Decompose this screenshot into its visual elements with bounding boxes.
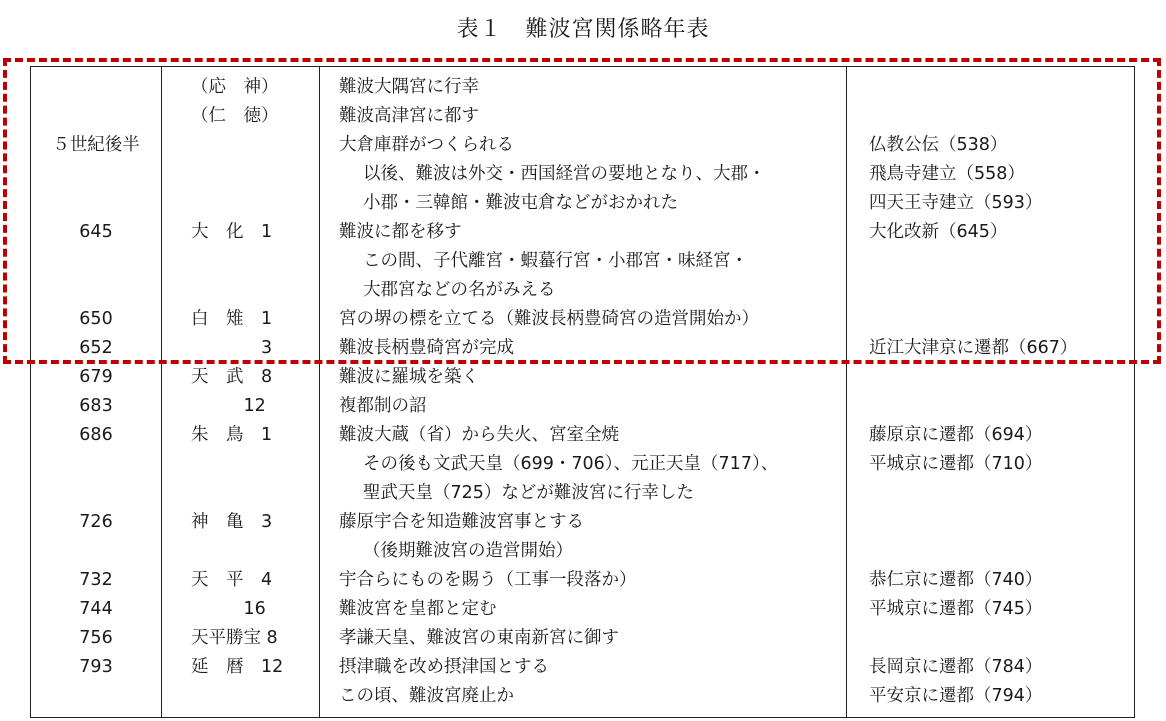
note-cell: 四天王寺建立（593） [869, 193, 1043, 213]
table-row [31, 392, 1134, 421]
table-row [31, 595, 1134, 624]
event-cell: 難波大蔵（省）から失火、宮室全焼 [339, 425, 619, 445]
era-cell: 天平勝宝 8 [191, 628, 278, 648]
event-cell: （後期難波宮の造営開始） [363, 541, 573, 561]
event-cell: 難波大隅宮に行幸 [339, 77, 479, 97]
highlight-box [3, 58, 1161, 364]
table-row [31, 363, 1134, 392]
event-cell: この頃、難波宮廃止か [339, 686, 514, 706]
note-cell: 飛鳥寺建立（558） [869, 164, 1025, 184]
event-cell: 聖武天皇（725）などが難波宮に行幸した [363, 483, 694, 503]
table-row [31, 624, 1134, 653]
year-cell: 652 [79, 338, 113, 358]
era-cell: 白 雉 1 [191, 309, 273, 329]
table-row [31, 566, 1134, 595]
event-cell: 複都制の詔 [339, 396, 427, 416]
event-cell: 孝謙天皇、難波宮の東南新宮に御す [339, 628, 619, 648]
event-cell: 難波高津宮に都す [339, 106, 479, 126]
event-cell: 藤原宇合を知造難波宮事とする [339, 512, 584, 532]
note-cell: 長岡京に遷都（784） [869, 657, 1043, 677]
year-cell: 732 [79, 570, 113, 590]
note-cell: 平城京に遷都（745） [869, 599, 1043, 619]
event-cell: 難波に羅城を築く [339, 367, 479, 387]
note-cell: 平安京に遷都（794） [869, 686, 1043, 706]
era-cell: 神 亀 3 [191, 512, 273, 532]
event-cell: 摂津職を改め摂津国とする [339, 657, 549, 677]
note-cell: 大化改新（645） [869, 222, 1008, 242]
table-row [31, 537, 1134, 566]
note-cell: 恭仁京に遷都（740） [869, 570, 1043, 590]
year-cell: 726 [79, 512, 113, 532]
event-cell: 宮の堺の標を立てる（難波長柄豊碕宮の造営開始か） [339, 309, 759, 329]
note-cell: 平城京に遷都（710） [869, 454, 1043, 474]
year-cell: 686 [79, 425, 113, 445]
table-row [31, 479, 1134, 508]
era-cell: （仁 徳） [191, 106, 279, 126]
event-cell: その後も文武天皇（699・706）、元正天皇（717）、 [363, 454, 779, 474]
event-cell: 大郡宮などの名がみえる [363, 280, 556, 300]
event-cell: 以後、難波は外交・西国経営の要地となり、大郡・ [363, 164, 766, 184]
year-cell: ５世紀後半 [52, 135, 140, 155]
table-row [31, 421, 1134, 450]
era-cell: 朱 鳥 1 [191, 425, 273, 445]
year-cell: 679 [79, 367, 113, 387]
table-row [31, 682, 1134, 711]
era-cell: 天 武 8 [191, 367, 273, 387]
event-cell: 難波宮を皇都と定む [339, 599, 497, 619]
era-cell: 3 [191, 338, 273, 358]
era-cell: 延 暦 12 [191, 657, 284, 677]
year-cell: 793 [79, 657, 113, 677]
year-cell: 645 [79, 222, 113, 242]
era-cell: （応 神） [191, 77, 279, 97]
event-cell: 小郡・三韓館・難波屯倉などがおかれた [363, 193, 678, 213]
table-title: 表１ 難波宮関係略年表 [456, 17, 710, 42]
table-row [31, 508, 1134, 537]
year-cell: 650 [79, 309, 113, 329]
event-cell: 宇合らにものを賜う（工事一段落か） [339, 570, 637, 590]
era-cell: 大 化 1 [191, 222, 273, 242]
event-cell: この間、子代離宮・蝦蟇行宮・小郡宮・味経宮・ [363, 251, 748, 271]
note-cell: 仏教公伝（538） [869, 135, 1008, 155]
year-cell: 683 [79, 396, 113, 416]
era-cell: 16 [191, 599, 266, 619]
note-cell: 近江大津京に遷都（667） [869, 338, 1078, 358]
year-cell: 744 [79, 599, 113, 619]
table-row [31, 450, 1134, 479]
era-cell: 12 [191, 396, 266, 416]
year-cell: 756 [79, 628, 113, 648]
note-cell: 藤原京に遷都（694） [869, 425, 1043, 445]
table-row [31, 653, 1134, 682]
event-cell: 難波長柄豊碕宮が完成 [339, 338, 514, 358]
era-cell: 天 平 4 [191, 570, 273, 590]
event-cell: 大倉庫群がつくられる [339, 135, 514, 155]
event-cell: 難波に都を移す [339, 222, 462, 242]
